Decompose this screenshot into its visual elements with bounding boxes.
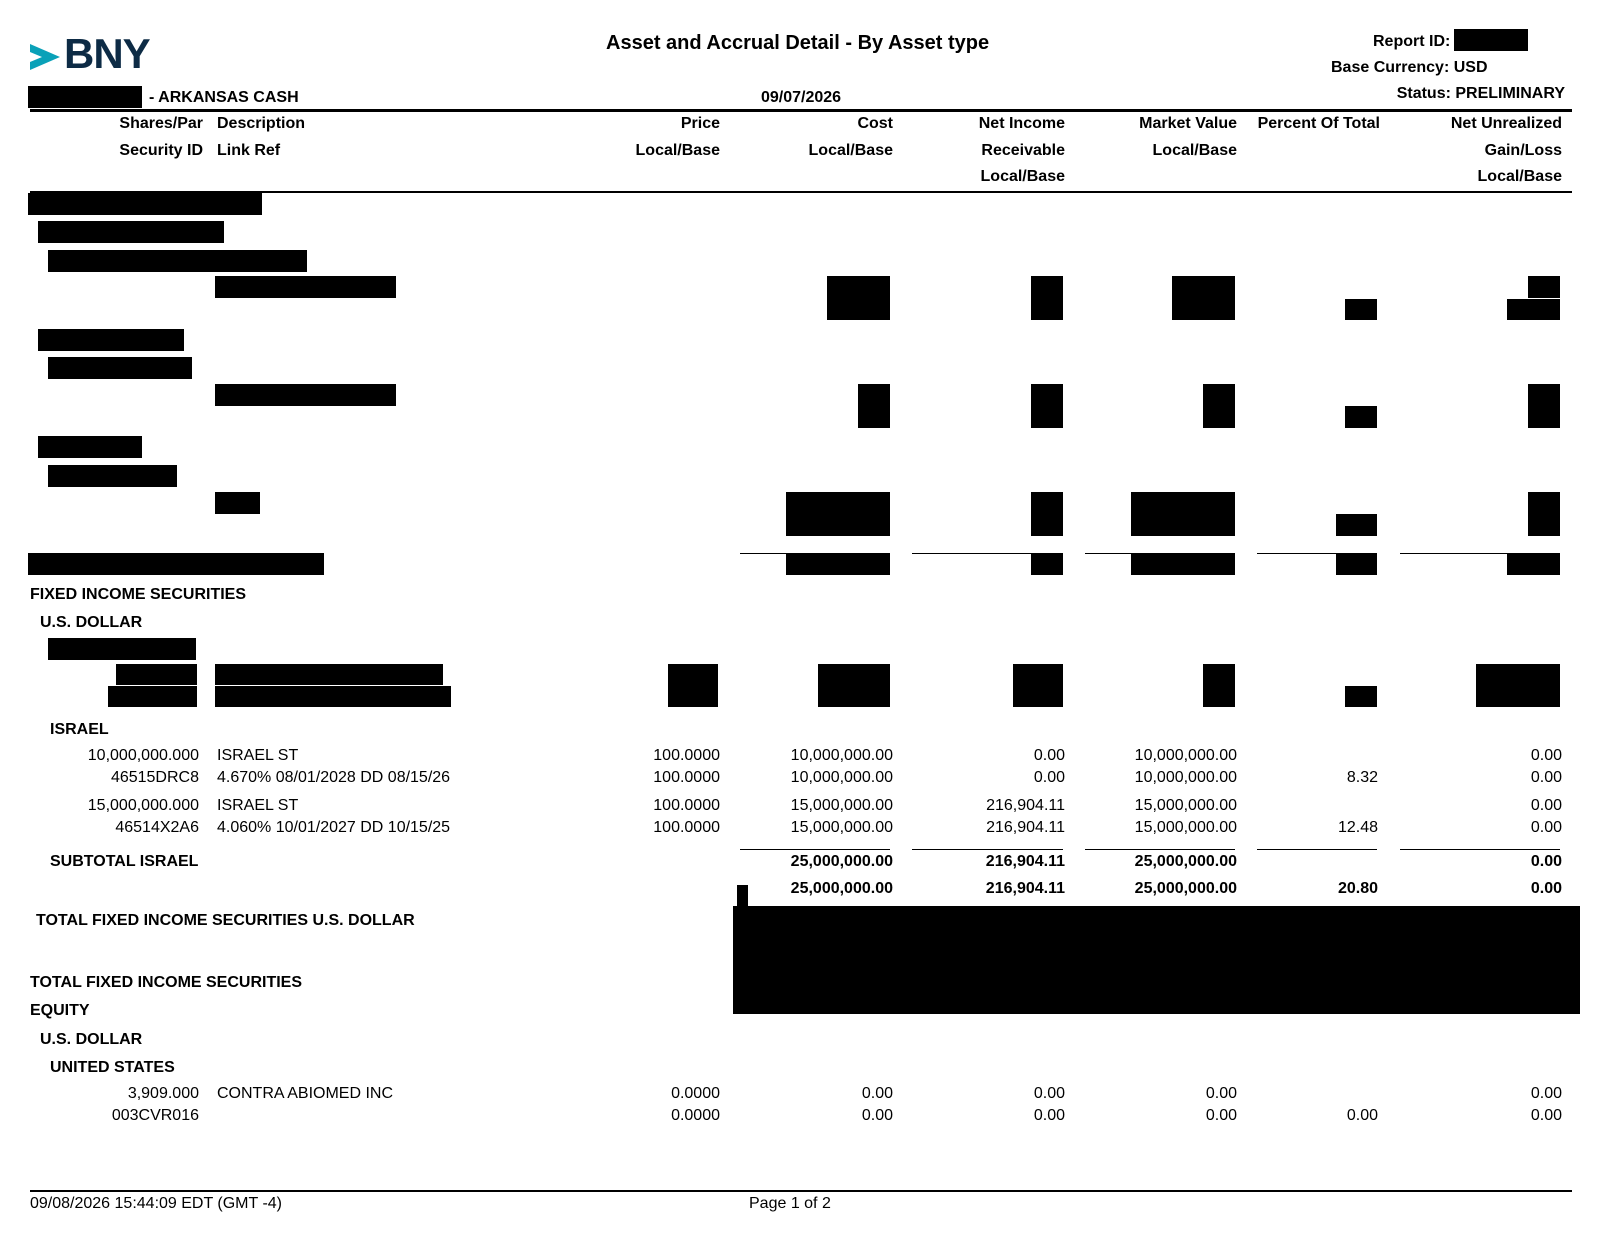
redacted-block: [38, 221, 224, 243]
col-percent-of-total: Percent Of Total: [1257, 115, 1380, 132]
report-date: 09/07/2026: [761, 89, 842, 106]
percent-of-total: 8.32: [1346, 769, 1378, 786]
page-number: Page 1 of 2: [749, 1195, 831, 1212]
redacted-totals: [733, 906, 1580, 1014]
description: ISRAEL ST: [217, 797, 299, 814]
footer-timestamp: 09/08/2026 15:44:09 EDT (GMT -4): [30, 1195, 282, 1212]
security-id: 46514X2A6: [115, 819, 199, 836]
col-cost: Cost: [857, 115, 893, 132]
nir-local: 0.00: [1033, 1085, 1065, 1102]
price-base: 0.0000: [671, 1107, 720, 1124]
subtotal-gl-local: 0.00: [1530, 853, 1562, 870]
subtotal-nir-base: 216,904.11: [985, 880, 1065, 897]
col-market-value: Market Value: [1139, 115, 1237, 132]
redacted-block: [116, 664, 197, 685]
redacted-block: [818, 664, 890, 707]
country-israel: ISRAEL: [50, 721, 109, 738]
redacted-block: [1345, 406, 1377, 428]
col-gain-loss: Gain/Loss: [1484, 142, 1562, 159]
redacted-block: [858, 384, 890, 428]
redacted-block: [28, 553, 324, 575]
report-title: Asset and Accrual Detail - By Asset type: [606, 32, 990, 54]
subtotal-mv-local: 25,000,000.00: [1134, 853, 1237, 870]
total-fi-label: TOTAL FIXED INCOME SECURITIES: [30, 974, 303, 991]
shares-par: 3,909.000: [127, 1085, 199, 1102]
account-suffix: - ARKANSAS CASH: [149, 89, 299, 106]
redacted-block: [38, 436, 142, 458]
gl-base: 0.00: [1530, 769, 1562, 786]
redacted-block: [786, 492, 890, 536]
gl-base: 0.00: [1530, 819, 1562, 836]
security-id: 46515DRC8: [110, 769, 199, 786]
redacted-block: [215, 492, 260, 514]
link-ref: 4.670% 08/01/2028 DD 08/15/26: [217, 769, 451, 786]
security-id: 003CVR016: [111, 1107, 199, 1124]
redacted-block: [1336, 514, 1377, 536]
col-link-ref: Link Ref: [217, 142, 281, 159]
col-security-id: Security ID: [119, 142, 203, 159]
report-status: Status: PRELIMINARY: [1396, 85, 1565, 102]
redacted-block: [1528, 384, 1560, 428]
col-receivable: Receivable: [981, 142, 1065, 159]
redacted-block: [1507, 553, 1560, 575]
subtotal-mv-base: 25,000,000.00: [1134, 880, 1237, 897]
currency-us-dollar: U.S. DOLLAR: [40, 614, 143, 631]
redacted-block: [1336, 553, 1377, 575]
country-united-states: UNITED STATES: [50, 1059, 175, 1076]
redacted-block: [1203, 384, 1235, 428]
price-local: 0.0000: [671, 1085, 720, 1102]
cost-local: 15,000,000.00: [790, 797, 893, 814]
subtotal-label: SUBTOTAL ISRAEL: [50, 853, 199, 870]
shares-par: 10,000,000.000: [87, 747, 199, 764]
col-net-income: Net Income: [978, 115, 1065, 132]
subtotal-gl-base: 0.00: [1530, 880, 1562, 897]
nir-base: 0.00: [1033, 1107, 1065, 1124]
subtotal-rule: [740, 849, 890, 850]
redacted-report-id: [1454, 29, 1528, 51]
mv-base: 10,000,000.00: [1134, 769, 1237, 786]
redacted-block: [1345, 299, 1377, 320]
col-description: Description: [217, 115, 306, 132]
section-fixed-income: FIXED INCOME SECURITIES: [30, 586, 247, 603]
link-ref: 4.060% 10/01/2027 DD 10/15/25: [217, 819, 451, 836]
mv-local: 0.00: [1205, 1085, 1237, 1102]
col-net-unrealized: Net Unrealized: [1450, 115, 1562, 132]
subtotal-cost-base: 25,000,000.00: [790, 880, 893, 897]
nir-base: 216,904.11: [986, 819, 1065, 836]
currency-us-dollar-equity: U.S. DOLLAR: [40, 1031, 143, 1048]
logo-arrow-icon: [30, 44, 60, 70]
footer-rule: [30, 1190, 1572, 1192]
cost-base: 10,000,000.00: [790, 769, 893, 786]
gl-local: 0.00: [1530, 797, 1562, 814]
subtotal-percent: 20.80: [1337, 880, 1378, 897]
redacted-block: [28, 193, 262, 215]
col-price: Price: [680, 115, 720, 132]
header-rule: [30, 109, 1572, 112]
cost-base: 0.00: [861, 1107, 893, 1124]
redacted-block: [1031, 276, 1063, 320]
description: CONTRA ABIOMED INC: [217, 1085, 394, 1102]
price-local: 100.0000: [653, 797, 720, 814]
mv-base: 0.00: [1205, 1107, 1237, 1124]
subtotal-rule: [1085, 849, 1235, 850]
percent-of-total: 12.48: [1337, 819, 1378, 836]
price-base: 100.0000: [653, 769, 720, 786]
redacted-block: [1345, 686, 1377, 707]
subtotal-rule: [1257, 849, 1377, 850]
redacted-block: [1476, 664, 1560, 707]
redacted-block: [1203, 664, 1235, 707]
gl-local: 0.00: [1530, 747, 1562, 764]
redacted-block: [38, 329, 184, 351]
logo-text: BNY: [64, 30, 150, 77]
col-price-local-base: Local/Base: [635, 142, 720, 159]
total-fi-us-dollar-label: TOTAL FIXED INCOME SECURITIES U.S. DOLLAR: [36, 912, 415, 929]
col-gl-local-base: Local/Base: [1477, 168, 1562, 185]
redacted-block: [48, 357, 192, 379]
cost-local: 10,000,000.00: [790, 747, 893, 764]
col-cost-local-base: Local/Base: [808, 142, 893, 159]
redacted-block: [668, 664, 718, 707]
redacted-block: [786, 553, 890, 575]
redacted-block: [1528, 492, 1560, 536]
col-mv-local-base: Local/Base: [1152, 142, 1237, 159]
nir-local: 216,904.11: [986, 797, 1065, 814]
gl-local: 0.00: [1530, 1085, 1562, 1102]
redacted-block: [827, 276, 890, 320]
mv-local: 10,000,000.00: [1134, 747, 1237, 764]
mv-base: 15,000,000.00: [1134, 819, 1237, 836]
redacted-block: [1172, 276, 1235, 320]
price-base: 100.0000: [653, 819, 720, 836]
price-local: 100.0000: [653, 747, 720, 764]
redacted-block: [215, 686, 451, 707]
redacted-block: [48, 250, 307, 272]
col-shares-par: Shares/Par: [119, 115, 203, 132]
mv-local: 15,000,000.00: [1134, 797, 1237, 814]
redacted-block: [215, 276, 396, 298]
subtotal-nir-local: 216,904.11: [985, 853, 1065, 870]
redacted-block: [1131, 553, 1235, 575]
nir-base: 0.00: [1033, 769, 1065, 786]
redacted-block: [1013, 664, 1063, 707]
gl-base: 0.00: [1530, 1107, 1562, 1124]
subtotal-rule: [1400, 849, 1560, 850]
redacted-block: [1528, 276, 1560, 298]
redacted-block: [1131, 492, 1235, 536]
subtotal-cost-local: 25,000,000.00: [790, 853, 893, 870]
report-id-label: Report ID:: [1373, 33, 1451, 50]
subtotal-rule: [912, 849, 1063, 850]
redacted-block: [48, 638, 196, 660]
section-equity: EQUITY: [30, 1002, 90, 1019]
description: ISRAEL ST: [217, 747, 299, 764]
cost-base: 15,000,000.00: [790, 819, 893, 836]
redacted-account-name: [28, 86, 142, 108]
redacted-block: [108, 686, 197, 707]
cost-local: 0.00: [861, 1085, 893, 1102]
nir-local: 0.00: [1033, 747, 1065, 764]
redacted-block: [215, 664, 443, 685]
redacted-block: [48, 465, 177, 487]
percent-of-total: 0.00: [1346, 1107, 1378, 1124]
col-nir-local-base: Local/Base: [980, 168, 1065, 185]
redacted-block: [1031, 384, 1063, 428]
base-currency: Base Currency: USD: [1331, 59, 1488, 76]
redacted-block: [1031, 492, 1063, 536]
shares-par: 15,000,000.000: [87, 797, 199, 814]
redacted-block: [1507, 299, 1560, 320]
redacted-block: [215, 384, 396, 406]
redacted-block: [1031, 553, 1063, 575]
